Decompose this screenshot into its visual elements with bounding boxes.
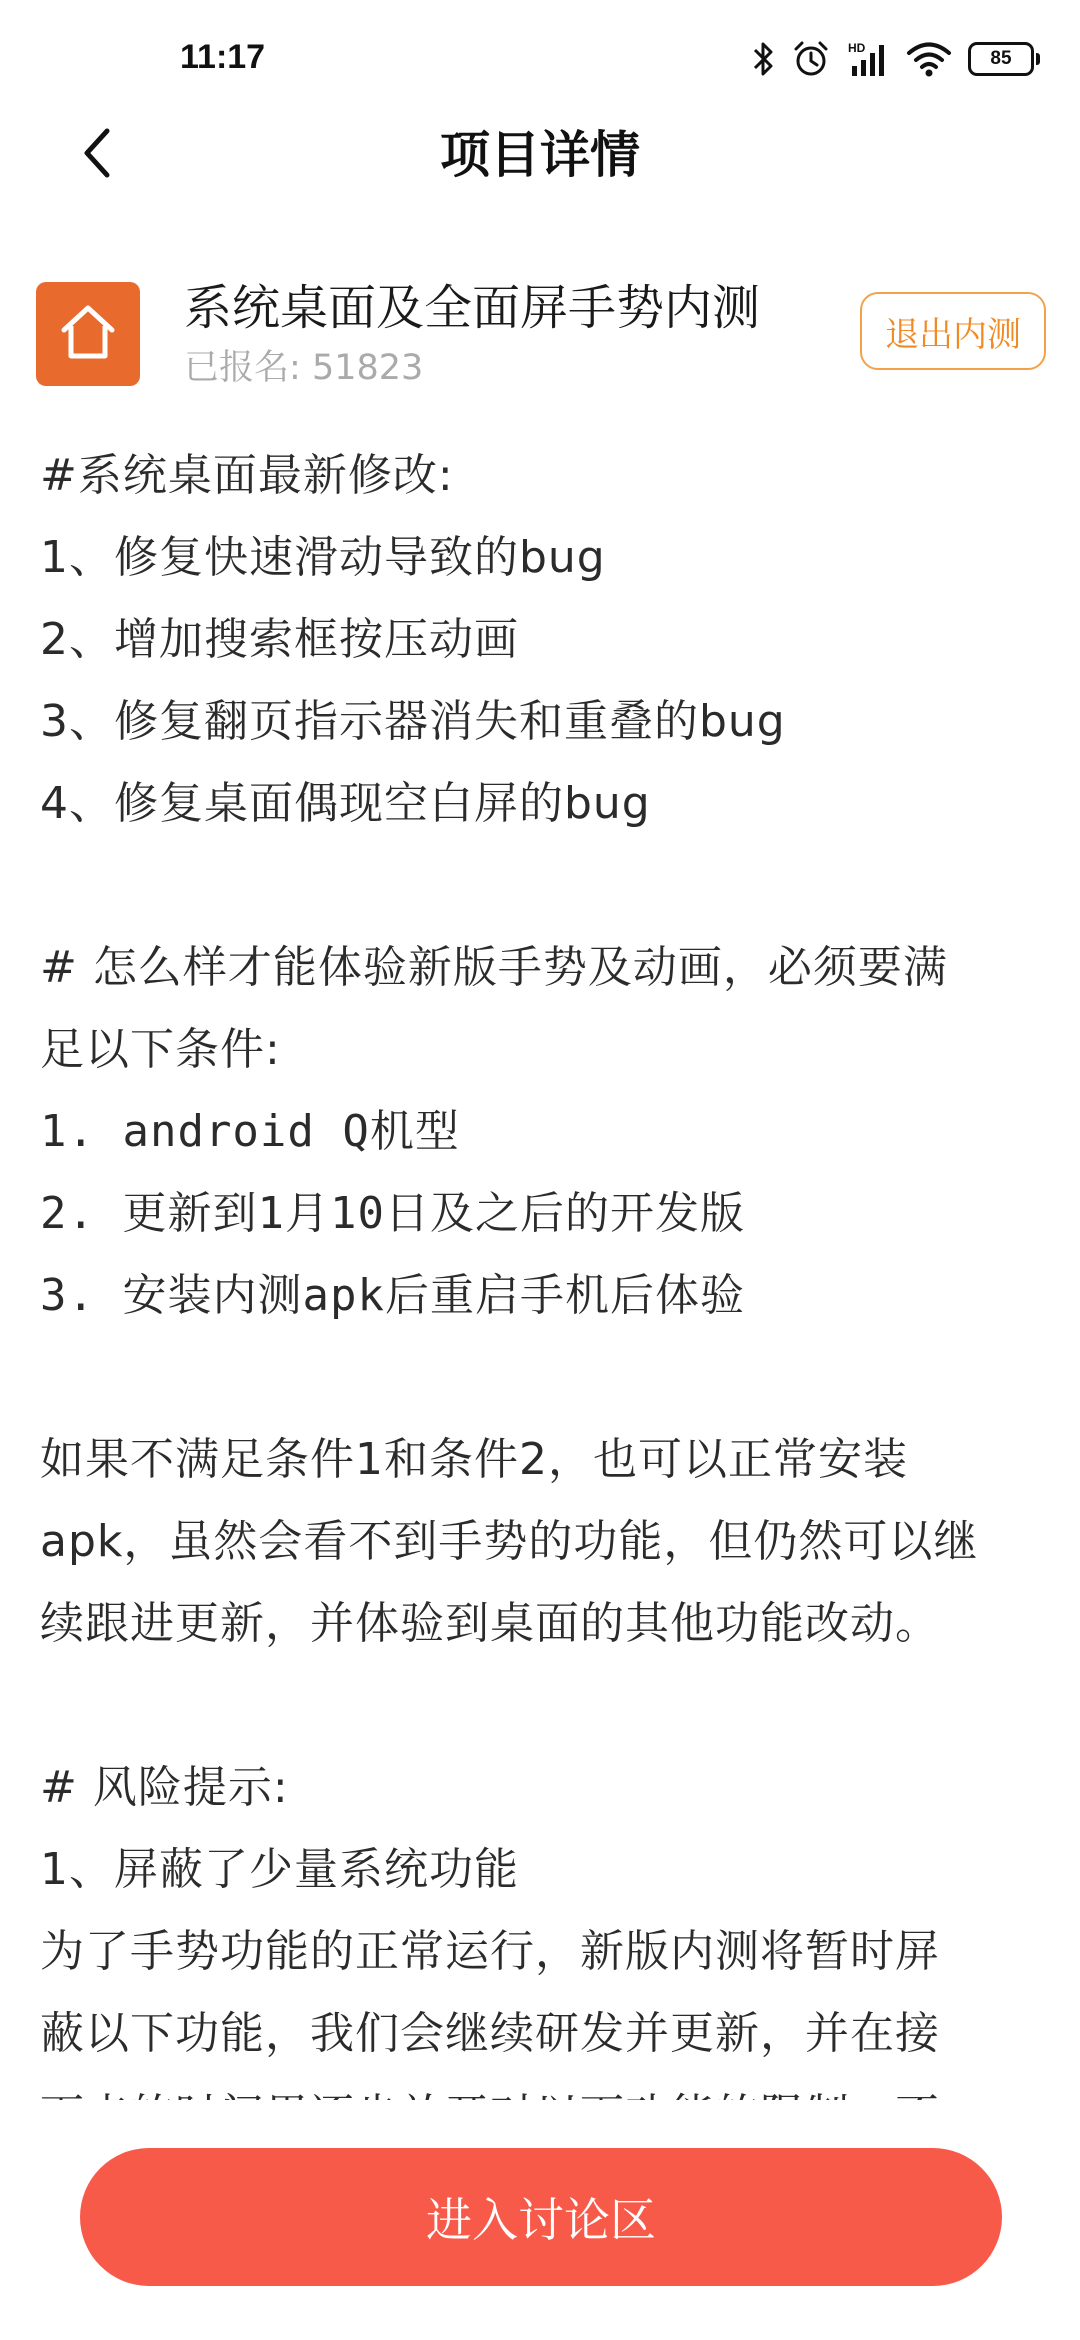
description-line: 为了手势功能的正常运行，新版内测将暂时屏 [40,1926,940,1977]
description-blank-line [40,1337,1050,1419]
project-header [36,282,1046,386]
description-line: apk，虽然会看不到手势的功能，但仍然可以继 [40,1516,979,1567]
description-line: 4、修复桌面偶现空白屏的bug [40,778,651,829]
description-line: 2. 更新到1月10日及之后的开发版 [40,1188,745,1239]
status-icons [752,40,1040,78]
bottom-bar [0,2100,1080,2340]
battery-icon [968,42,1040,76]
signup-count-row [184,346,423,390]
page-title: 项目详情 [440,126,640,184]
project-description [40,435,1050,2105]
description-blank-line [40,845,1050,927]
description-line: 3. 安装内测apk后重启手机后体验 [40,1270,745,1321]
back-button[interactable] [62,120,132,190]
chevron-left-icon [77,125,117,185]
signup-count: 51823 [311,348,424,388]
description-line: 蔽以下功能，我们会继续研发并更新，并在接 [40,2008,940,2059]
status-bar [0,0,1080,120]
enter-discussion-button[interactable]: 进入讨论区 [80,2148,1002,2286]
description-line: # 怎么样才能体验新版手势及动画，必须要满 [40,942,948,993]
signal-icon [846,40,890,78]
alarm-icon [792,40,830,78]
wifi-icon [906,40,952,78]
nav-header [0,110,1080,200]
description-line: 1、修复快速滑动导致的bug [40,532,606,583]
description-line: 如果不满足条件1和条件2，也可以正常安装 [40,1434,908,1485]
project-icon [36,282,140,386]
description-line: 1. android Q机型 [40,1106,460,1157]
description-line: 2、增加搜索框按压动画 [40,614,519,665]
description-line: 续跟进更新，并体验到桌面的其他功能改动。 [40,1598,940,1649]
bluetooth-icon [752,40,776,78]
battery-level: 85 [968,42,1034,76]
battery-tip [1036,53,1040,65]
home-icon [56,300,120,368]
description-line: 1、屏蔽了少量系统功能 [40,1844,519,1895]
exit-test-button[interactable]: 退出内测 [860,292,1046,370]
description-line: # 风险提示: [40,1762,289,1813]
description-line: #系统桌面最新修改: [40,450,454,501]
description-line: 3、修复翻页指示器消失和重叠的bug [40,696,786,747]
status-time: 11:17 [180,38,266,76]
description-line: 足以下条件: [40,1024,281,1075]
project-name: 系统桌面及全面屏手势内测 [184,280,761,336]
svg-text:HD: HD [848,41,866,55]
signup-label: 已报名: [184,348,301,388]
description-blank-line [40,1665,1050,1747]
